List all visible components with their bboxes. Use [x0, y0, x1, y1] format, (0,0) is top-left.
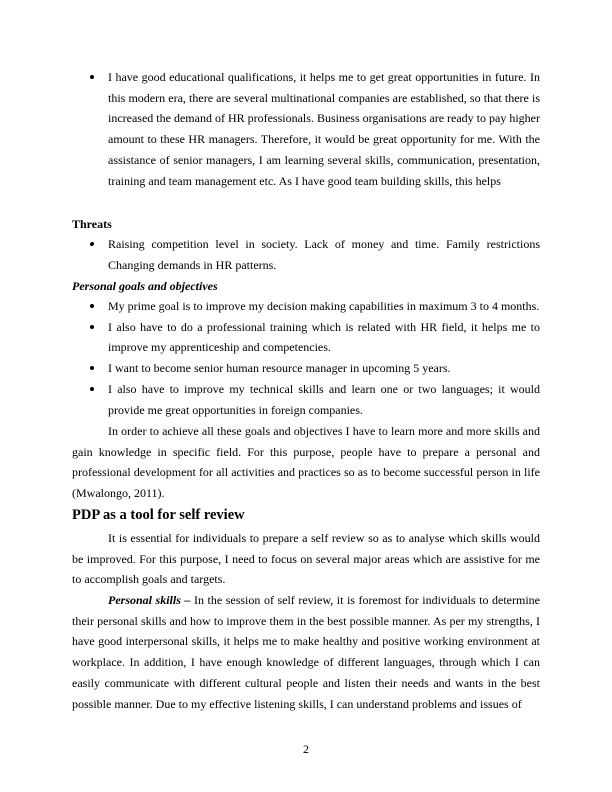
bullet-icon [90, 75, 94, 79]
bullet-icon [90, 304, 94, 308]
threats-heading: Threats [72, 217, 112, 231]
list-item: I also have to do a professional training which is related with HR field, it helps me to improve my apprenticeship and competencies. [72, 317, 540, 358]
bullet-icon [90, 366, 94, 370]
pdp-heading: PDP as a tool for self review [72, 507, 245, 523]
goals-paragraph: In order to achieve all these goals and objectives I have to learn more and more skills and gain knowledge in specific field. For this purpose, people have to prepare a personal and professional development for all activities and practices so as to become successful person in life (Mwalongo, 2011). [72, 424, 540, 501]
goals-heading: Personal goals and objectives [72, 279, 218, 293]
bullet-icon [90, 242, 95, 246]
list-item: Raising competition level in society. Lack of money and time. Family restrictions Changing demands in HR patterns. [72, 234, 540, 275]
list-item: I have good educational qualifications, it helps me to get great opportunities in future. In this modern era, there are several multinational companies are established, so that there is increased the demand of HR professionals. Business organisations are ready to pay higher amount to these HR managers. Therefore, it would be great opportunity for me. With the assistance of senior managers, I am learning several skills, communication, presentation, training and team management etc. As I have good team building skills, this helps [72, 67, 540, 191]
threats-list [72, 234, 540, 275]
bullet-icon [90, 387, 94, 391]
pdp-paragraph: It is essential for individuals to prepare a self review so as to analyse which skills would be improved. For this purpose, I need to focus on several major areas which are assistive for me to accomplish goals and targets. [72, 531, 540, 587]
list-item: I want to become senior human resource manager in upcoming 5 years. [72, 358, 540, 379]
bullet-icon [90, 325, 94, 329]
list-item: My prime goal is to improve my decision making capabilities in maximum 3 to 4 months. [72, 296, 540, 317]
personal-skills-text: In the session of self review, it is foremost for individuals to determine their personal skills and how to improve them in the best possible manner. As per my strengths, I have good interpersonal skills, it helps me to make healthy and positive working environment at workplace. In addition, I have enough knowledge of different languages, through which I can easily communicate with different cultural people and listen their needs and wants in the best possible manner. Due to my effective listening skills, I can understand problems and issues of [72, 593, 540, 711]
list-item: I also have to improve my technical skills and learn one or two languages; it would provide me great opportunities in foreign companies. [72, 379, 540, 420]
page-number: 2 [303, 742, 309, 756]
personal-skills-paragraph [72, 590, 540, 714]
personal-skills-label: Personal skills – [108, 593, 191, 607]
strengths-list [72, 67, 540, 191]
goals-list [72, 296, 540, 420]
